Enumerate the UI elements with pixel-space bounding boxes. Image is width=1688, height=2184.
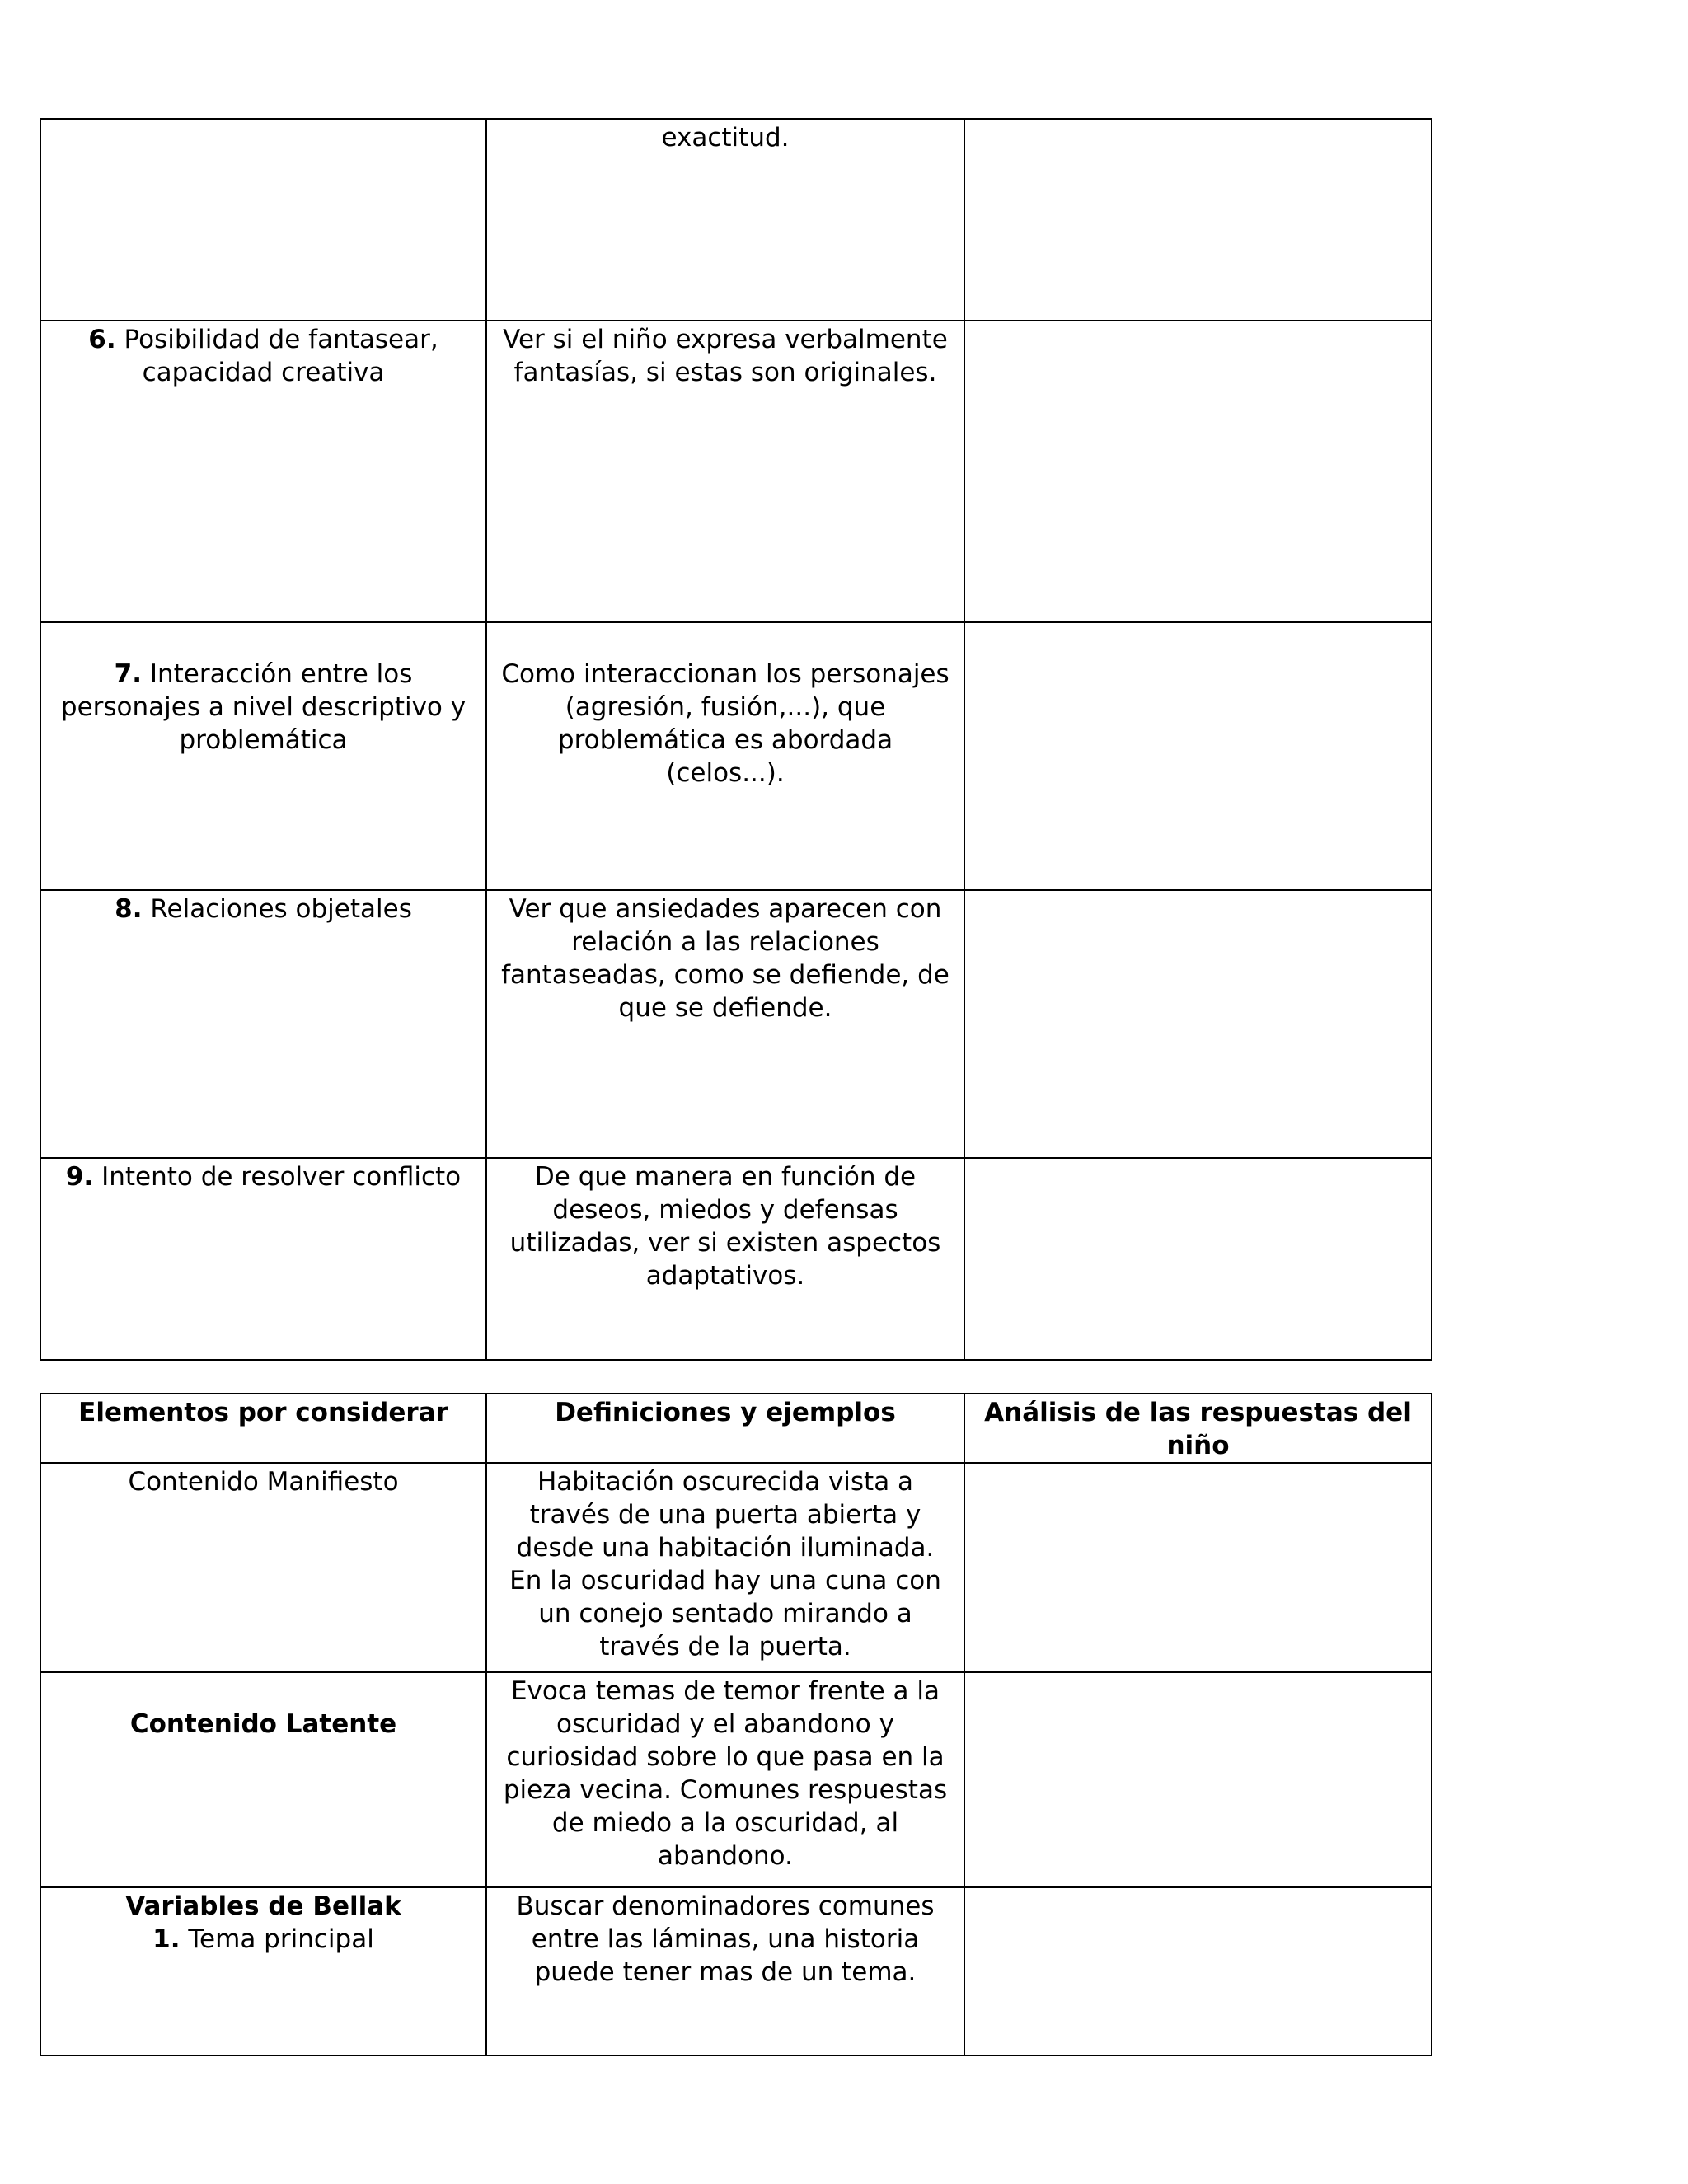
item-number: 8. (115, 894, 143, 924)
definition-cell: De que manera en función de deseos, miedos y defensas utilizadas, ver si existen aspectos adaptativos. (486, 1158, 964, 1360)
table-row (40, 1463, 1432, 1672)
element-cell (40, 1672, 486, 1887)
element-cell (40, 321, 486, 622)
header-row (40, 1394, 1432, 1463)
analysis-cell[interactable] (964, 1672, 1432, 1887)
column-header-definitions: Definiciones y ejemplos (486, 1394, 964, 1463)
item-label: Interacción entre los personajes a nivel descriptivo y problemática (60, 659, 467, 755)
item-label: Relaciones objetales (150, 894, 412, 924)
definition-cell: Habitación oscurecida vista a través de una puerta abierta y desde una habitación iluminada. En la oscuridad hay una cuna con un conejo sentado mirando a través de la puerta. (486, 1463, 964, 1672)
column-header-analysis: Análisis de las respuestas del niño (964, 1394, 1432, 1463)
element-cell (40, 622, 486, 890)
item-number: 9. (65, 1162, 94, 1192)
item-label: Posibilidad de fantasear, capacidad creativa (124, 325, 438, 387)
table-row (40, 119, 1432, 321)
element-cell (40, 890, 486, 1158)
table-row (40, 622, 1432, 890)
bellak-analysis-table (40, 1393, 1432, 2056)
analysis-cell[interactable] (964, 119, 1432, 321)
item-title: Contenido Latente (129, 1709, 397, 1739)
item-label: Intento de resolver conflicto (101, 1162, 462, 1192)
definition-cell: exactitud. (486, 119, 964, 321)
item-title: Variables de Bellak (125, 1891, 401, 1921)
evaluation-table-continued (40, 118, 1432, 1361)
element-cell (40, 119, 486, 321)
column-header-elements: Elementos por considerar (40, 1394, 486, 1463)
item-label: Tema principal (188, 1924, 374, 1954)
analysis-cell[interactable] (964, 622, 1432, 890)
definition-cell: Ver si el niño expresa verbalmente fantasías, si estas son originales. (486, 321, 964, 622)
definition-cell: Ver que ansiedades aparecen con relación a las relaciones fantaseadas, como se defiende, de que se defiende. (486, 890, 964, 1158)
item-number: 1. (152, 1924, 181, 1954)
analysis-cell[interactable] (964, 1887, 1432, 2055)
analysis-cell[interactable] (964, 1158, 1432, 1360)
table-row (40, 1158, 1432, 1360)
table-row (40, 1887, 1432, 2055)
table-row (40, 321, 1432, 622)
definition-cell: Como interaccionan los personajes (agresión, fusión,...), que problemática es abordada (celos...). (486, 622, 964, 890)
item-number: 6. (88, 325, 116, 354)
element-cell (40, 1158, 486, 1360)
definition-cell: Evoca temas de temor frente a la oscuridad y el abandono y curiosidad sobre lo que pasa en la pieza vecina. Comunes respuestas de miedo a la oscuridad, al abandono. (486, 1672, 964, 1887)
definition-cell: Buscar denominadores comunes entre las láminas, una historia puede tener mas de un tema. (486, 1887, 964, 2055)
table-row (40, 890, 1432, 1158)
element-cell (40, 1887, 486, 2055)
table-row (40, 1672, 1432, 1887)
element-cell: Contenido Manifiesto (40, 1463, 486, 1672)
analysis-cell[interactable] (964, 1463, 1432, 1672)
item-number: 7. (114, 659, 142, 689)
analysis-cell[interactable] (964, 321, 1432, 622)
analysis-cell[interactable] (964, 890, 1432, 1158)
